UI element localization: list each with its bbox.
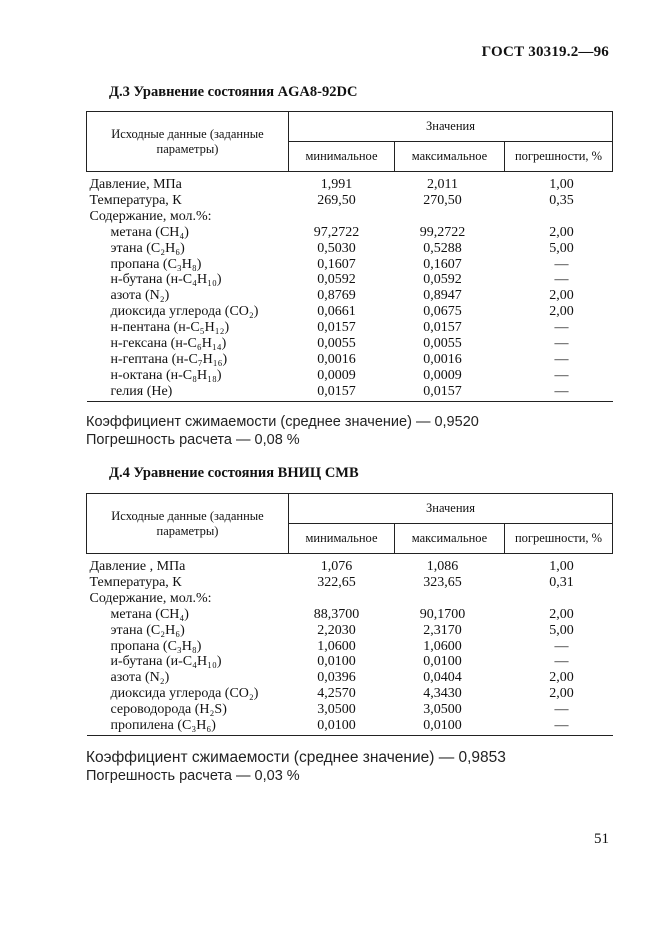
aga8-input-table [86,111,613,402]
table-row [87,639,613,655]
table-row [87,172,613,193]
table-row [87,575,613,591]
row-label: диоксида углерода (CO₂) [110,304,259,320]
table-row [87,225,613,241]
min-value: 1,0600 [317,638,356,654]
min-value: 0,0100 [317,654,356,670]
min-value: 0,0100 [289,718,395,735]
table-row [87,241,613,257]
min-value: 1,076 [320,559,353,574]
table-row [87,320,613,336]
table-row [87,702,613,718]
min-value: 0,8769 [317,288,356,304]
row-label: сероводорода (H₂S) [110,702,227,718]
compressibility-factor-note: Коэффициент сжимаемости (среднее значение) — 0,9853 [86,749,506,766]
min-value: 2,2030 [317,622,356,638]
max-value: 1,0600 [423,638,462,654]
min-value: 1,991 [320,177,353,192]
section-title-aga8: Д.3 Уравнение состояния AGA8-92DC [109,84,358,100]
row-label: азота (N₂) [110,670,170,686]
min-value: 0,0661 [317,304,356,320]
error-value: — [505,718,613,735]
min-value [289,591,395,607]
table-row [87,670,613,686]
error-value: — [554,351,569,367]
row-label: н-бутана (н-C₄H₁₀) [110,272,222,288]
row-label: Давление , МПа [89,559,186,574]
table-body [87,554,613,736]
table-row [87,257,613,273]
min-value: 4,2570 [317,686,356,702]
error-value: — [554,272,569,288]
max-value: 4,3430 [423,686,462,702]
error-value: 1,00 [549,177,574,192]
row-label: метана (CH₄) [110,606,189,622]
error-value: 2,00 [549,606,574,622]
row-label: и-бутана (и-C₄H₁₀) [110,654,222,670]
column-header-values: Значения [289,494,613,524]
max-value: 0,0100 [395,718,505,735]
row-label: пропилена (C₃H₆) [87,718,289,735]
table-row [87,336,613,352]
error-value: — [554,367,569,383]
min-value: 0,0016 [317,351,356,367]
min-value: 97,2722 [313,224,360,240]
error-value: — [554,336,569,352]
error-value: 2,00 [549,304,574,320]
max-value: 0,1607 [423,256,462,272]
max-value: 3,0500 [423,702,462,718]
error-value: — [554,256,569,272]
row-label: Давление, МПа [89,177,182,192]
calculation-error-note: Погрешность расчета — 0,03 % [86,768,300,784]
row-label: н-пентана (н-C₅H₁₂) [110,320,230,336]
max-value: 2,3170 [423,622,462,638]
row-label: метана (CH₄) [110,224,189,240]
row-label: Температура, К [89,192,182,208]
page-number: 51 [594,831,609,847]
table-row [87,591,613,607]
max-value [395,591,505,607]
min-value: 0,0157 [289,384,395,401]
error-value [505,591,613,607]
error-value: — [554,320,569,336]
max-value: 0,0009 [423,367,462,383]
error-value: 5,00 [549,240,574,256]
table-row [87,368,613,384]
error-value: 5,00 [549,622,574,638]
column-header-params: Исходные данные (заданные параметры) [87,112,289,172]
table-row [87,304,613,320]
row-label: пропана (C₃H₈) [110,638,202,654]
table-row [87,193,613,209]
table-row [87,554,613,575]
table-row [87,718,613,735]
min-value: 322,65 [317,574,356,590]
column-header-error: погрешности, % [505,142,613,172]
min-value: 0,0055 [317,336,356,352]
table-row [87,288,613,304]
row-label: Содержание, мол.%: [89,208,212,224]
row-label: н-гептана (н-C₇H₁₆) [110,351,228,367]
max-value: 0,0675 [423,304,462,320]
row-label: н-гексана (н-C₆H₁₄) [110,336,227,352]
calculation-error-note: Погрешность расчета — 0,08 % [86,432,300,448]
min-value: 88,3700 [313,606,360,622]
min-value: 0,0009 [317,367,356,383]
error-value: 2,00 [549,686,574,702]
error-value: 0,35 [549,192,574,208]
max-value: 0,0016 [423,351,462,367]
error-value: — [554,702,569,718]
error-value [505,209,613,225]
table-row [87,686,613,702]
column-header-error: погрешности, % [505,524,613,554]
table-row [87,384,613,401]
max-value: 2,011 [427,177,458,192]
vnic-smv-input-table [86,493,613,736]
row-label: пропана (C₃H₈) [110,256,202,272]
row-label: азота (N₂) [110,288,170,304]
error-value: 2,00 [549,670,574,686]
column-header-min: минимальное [289,142,395,172]
error-value: 2,00 [549,224,574,240]
min-value: 0,0592 [317,272,356,288]
max-value: 0,0404 [423,670,462,686]
error-value: 2,00 [549,288,574,304]
row-label: этана (C₂H₆) [110,240,185,256]
error-value: — [505,384,613,401]
error-value: 0,31 [549,574,574,590]
max-value: 0,5288 [423,240,462,256]
column-header-max: максимальное [395,524,505,554]
compressibility-factor-note: Коэффициент сжимаемости (среднее значение) — 0,9520 [86,414,479,430]
max-value: 0,0100 [423,654,462,670]
max-value: 0,8947 [423,288,462,304]
max-value: 0,0157 [395,384,505,401]
document-header: ГОСТ 30319.2—96 [481,44,609,60]
table-row [87,654,613,670]
error-value: 1,00 [549,559,574,574]
max-value [395,209,505,225]
min-value: 0,5030 [317,240,356,256]
error-value: — [554,638,569,654]
min-value: 269,50 [317,192,356,208]
error-value: — [554,654,569,670]
min-value: 0,0396 [317,670,356,686]
max-value: 90,1700 [419,606,466,622]
max-value: 0,0157 [423,320,462,336]
column-header-max: максимальное [395,142,505,172]
table-row [87,272,613,288]
row-label: диоксида углерода (CO₂) [110,686,259,702]
max-value: 0,0592 [423,272,462,288]
min-value [289,209,395,225]
min-value: 0,1607 [317,256,356,272]
min-value: 3,0500 [317,702,356,718]
section-title-vnic-smv: Д.4 Уравнение состояния ВНИЦ СМВ [109,465,359,481]
row-label: н-октана (н-C₈H₁₈) [110,367,222,383]
row-label: этана (C₂H₆) [110,622,185,638]
table-row [87,209,613,225]
column-header-min: минимальное [289,524,395,554]
max-value: 0,0055 [423,336,462,352]
max-value: 99,2722 [419,224,466,240]
min-value: 0,0157 [317,320,356,336]
row-label: гелия (He) [87,384,289,401]
column-header-values: Значения [289,112,613,142]
max-value: 270,50 [423,192,462,208]
table-body [87,172,613,402]
max-value: 1,086 [426,559,459,574]
column-header-params: Исходные данные (заданные параметры) [87,494,289,554]
row-label: Содержание, мол.%: [89,590,212,606]
table-row [87,607,613,623]
row-label: Температура, К [89,574,182,590]
max-value: 323,65 [423,574,462,590]
table-row [87,352,613,368]
table-row [87,623,613,639]
